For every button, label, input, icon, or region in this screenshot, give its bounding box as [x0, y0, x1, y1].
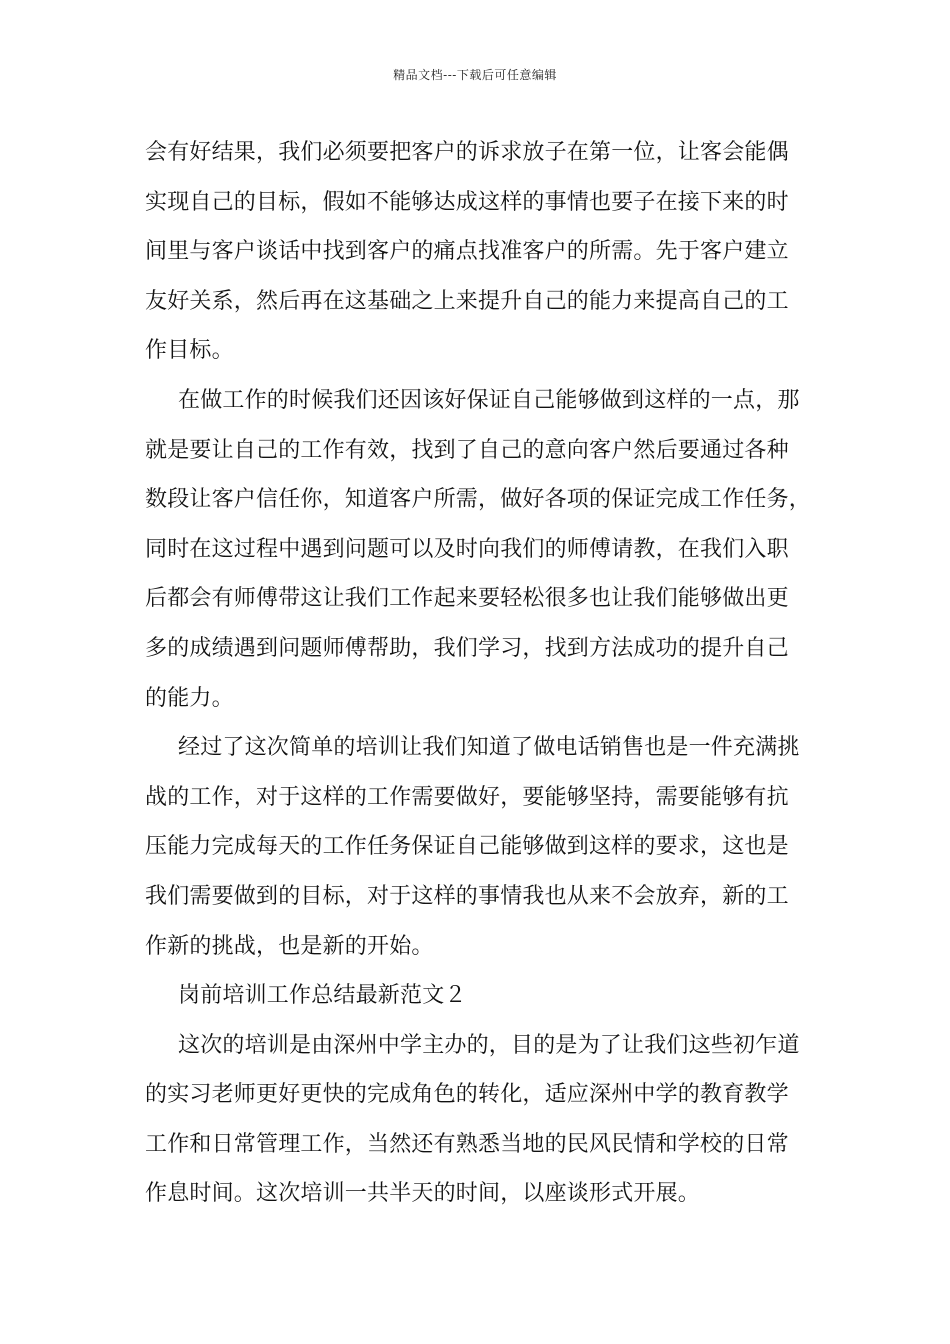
- text-line: 经过了这次简单的培训让我们知道了做电话销售也是一件充满挑: [178, 735, 800, 761]
- text-line: 就是要让自己的工作有效，找到了自己的意向客户然后要通过各种: [145, 437, 789, 463]
- section-heading: [145, 971, 825, 1021]
- document-body: [145, 128, 825, 1219]
- paragraph-work-effectiveness: [145, 376, 825, 723]
- text-line: 作目标。: [145, 338, 234, 364]
- text-line: 在做工作的时候我们还因该好保证自己能够做到这样的一点，那: [178, 387, 800, 413]
- text-line: 我们需要做到的目标，对于这样的事情我也从来不会放弃，新的工: [145, 883, 789, 909]
- page-header: 精品文档---下载后可任意编辑: [393, 68, 557, 82]
- text-line: 工作和日常管理工作，当然还有熟悉当地的民风民情和学校的日常: [145, 1131, 789, 1157]
- paragraph-training-intro: [145, 1021, 825, 1219]
- text-line: 这次的培训是由深州中学主办的，目的是为了让我们这些初乍道: [178, 1032, 800, 1058]
- text-line: 的实习老师更好更快的完成角色的转化，适应深州中学的教育教学: [145, 1082, 789, 1108]
- paragraph-training-reflection: [145, 723, 825, 971]
- text-line: 实现自己的目标，假如不能够达成这样的事情也要子在接下来的时: [145, 189, 789, 215]
- text-line: 的能力。: [145, 685, 234, 711]
- text-line: 后都会有师傅带这让我们工作起来要轻松很多也让我们能够做出更: [145, 586, 789, 612]
- paragraph-continuation: [145, 128, 825, 376]
- text-line: 压能力完成每天的工作任务保证自己能够做到这样的要求，这也是: [145, 834, 789, 860]
- heading-text: 岗前培训工作总结最新范文２: [178, 983, 467, 1009]
- text-line: 会有好结果，我们必须要把客户的诉求放子在第一位，让客会能偶: [145, 140, 789, 165]
- text-line: 同时在这过程中遇到问题可以及时向我们的师傅请教，在我们入职: [145, 536, 789, 562]
- text-line: 数段让客户信任你，知道客户所需，做好各项的保证完成工作任务，: [145, 487, 812, 513]
- text-line: 间里与客户谈话中找到客户的痛点找准客户的所需。先于客户建立: [145, 239, 789, 265]
- text-line: 作新的挑战，也是新的开始。: [145, 933, 434, 959]
- text-line: 战的工作，对于这样的工作需要做好，要能够坚持，需要能够有抗: [145, 784, 789, 810]
- text-line: 作息时间。这次培训一共半天的时间，以座谈形式开展。: [145, 1181, 701, 1207]
- text-line: 友好关系，然后再在这基础之上来提升自己的能力来提高自己的工: [145, 288, 789, 314]
- text-line: 多的成绩遇到问题师傅帮助，我们学习，找到方法成功的提升自己: [145, 635, 789, 661]
